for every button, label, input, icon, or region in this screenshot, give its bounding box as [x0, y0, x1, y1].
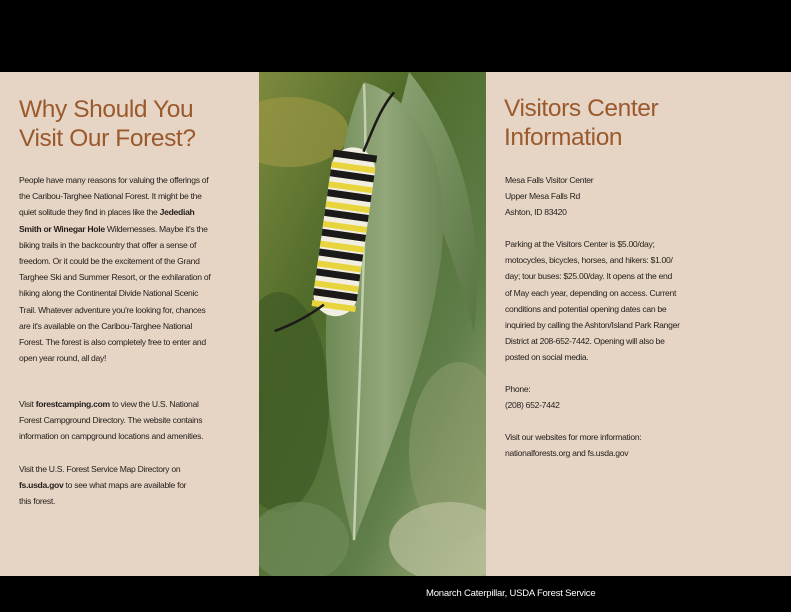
- phone-label: Phone:: [505, 384, 531, 394]
- caterpillar-illustration: [259, 72, 486, 576]
- text-line: inquiried by calling the Ashton/Island Park Ranger: [505, 320, 680, 331]
- text-line: freedom. Or it could be the excitement of the Grand: [19, 256, 200, 267]
- text-line: Upper Mesa Falls Rd: [505, 191, 581, 202]
- phone-block: [505, 381, 560, 413]
- heading-line: Visitors Center: [504, 95, 659, 122]
- heading-line: Information: [504, 124, 623, 151]
- campground-paragraph: [19, 396, 203, 445]
- text-line: [19, 204, 210, 220]
- text-line: [19, 221, 210, 237]
- text-fragment: to see what maps are available for: [65, 480, 187, 491]
- text-line: open year round, all day!: [19, 353, 107, 364]
- text-line: [19, 477, 186, 493]
- text-line: Visit our websites for more information:: [505, 432, 642, 442]
- text-fragment: to view the U.S. National: [111, 399, 199, 409]
- text-line: Forest Campground Directory. The website contains: [19, 415, 203, 426]
- monarch-caterpillar-photo: [259, 72, 486, 576]
- smith-bold: [19, 224, 51, 234]
- text-line: motocycles, bicycles, horses, and hikers: $1.00/: [505, 255, 673, 266]
- map-paragraph: [19, 461, 186, 510]
- text-line: this forest.: [19, 496, 56, 507]
- text-line: Targhee Ski and Summer Resort, or the exhilaration of: [19, 272, 211, 283]
- text-line: hiking along the Continental Divide National Scenic: [19, 288, 199, 299]
- text-fragment: Visit: [19, 399, 34, 409]
- text-line: People have many reasons for valuing the offerings of: [19, 175, 209, 185]
- visitors-center-heading: [504, 94, 658, 152]
- websites-links[interactable]: nationalforests.org and fs.usda.gov: [505, 448, 629, 459]
- text-line: Trail. Whatever adventure you're looking for, chances: [19, 304, 206, 315]
- parking-paragraph: [505, 236, 680, 366]
- text-line: Ashton, ID 83420: [505, 207, 567, 218]
- heading-line: Why Should You: [19, 96, 194, 123]
- phone-number[interactable]: (208) 652-7442: [505, 400, 560, 411]
- intro-paragraph: [19, 172, 210, 366]
- text-line: information on campground locations and amenities.: [19, 431, 204, 442]
- winegar-hole-bold: Winegar Hole: [53, 223, 105, 234]
- top-black-bar: [0, 0, 791, 72]
- text-fragment: Wildernesses. Maybe it's the: [106, 223, 208, 234]
- text-fragment: Smith or: [19, 223, 52, 234]
- text-line: the Caribou-Targhee National Forest. It might be the: [19, 191, 202, 202]
- text-line: day; tour buses: $25.00/day. It opens at the end: [505, 271, 672, 282]
- photo-caption: Monarch Caterpillar, USDA Forest Service: [426, 588, 596, 599]
- text-line: Forest. The forest is also completely free to enter and: [19, 337, 206, 348]
- why-visit-heading: [19, 95, 196, 153]
- heading-line: Visit Our Forest?: [19, 125, 196, 152]
- websites-block: [505, 429, 641, 461]
- text-line: [19, 396, 203, 412]
- bottom-black-bar: [0, 576, 791, 612]
- jedediah-bold: Jedediah: [159, 207, 195, 218]
- text-line: Parking at the Visitors Center is $5.00/day;: [505, 239, 655, 249]
- text-line: Visit the U.S. Forest Service Map Directory on: [19, 464, 181, 474]
- text-line: District at 208-652-7442. Opening will also be: [505, 336, 665, 347]
- text-line: Mesa Falls Visitor Center: [505, 175, 594, 185]
- text-line: biking trails in the backcountry that offer a sense of: [19, 239, 197, 250]
- address-block: [505, 172, 593, 221]
- text-line: posted on social media.: [505, 352, 589, 363]
- forestcamping-link[interactable]: forestcamping.com: [35, 399, 110, 409]
- text-line: conditions and potential opening dates can be: [505, 303, 667, 314]
- text-line: of May each year, depending on access. Current: [505, 287, 677, 298]
- fs-usda-link[interactable]: fs.usda.gov: [19, 480, 64, 491]
- text-fragment: quiet solitude they find in places like the: [19, 207, 158, 218]
- text-line: are it's available on the Caribou-Targhee National: [19, 320, 192, 331]
